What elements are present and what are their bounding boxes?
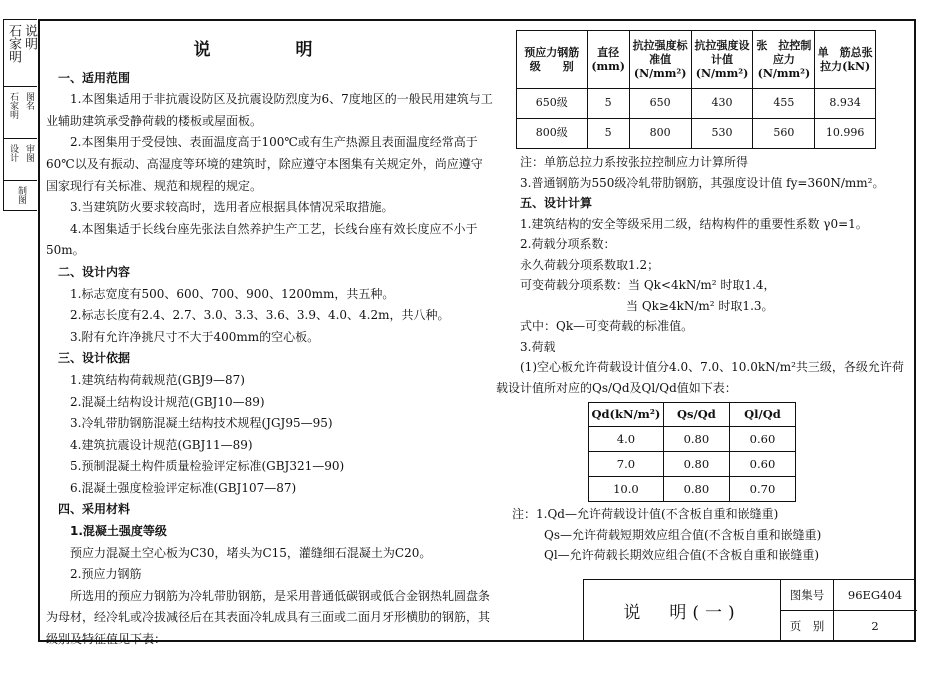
table-cell: 650 xyxy=(629,89,691,119)
table-row xyxy=(517,89,876,119)
signature-strip xyxy=(3,19,37,211)
table-cell: 530 xyxy=(691,119,753,149)
paragraph: 3.当建筑防火要求较高时，选用者应根据具体情况采取措施。 xyxy=(70,200,394,215)
signature-cell: 石家明 xyxy=(8,92,18,119)
paragraph: 1.标志宽度有500、600、700、900、1200mm，共五种。 xyxy=(70,286,395,301)
table-header: 抗拉强度标准值(N/mm²) xyxy=(629,31,691,89)
paragraph: 所选用的预应力钢筋为冷轧带肋钢筋，是采用普通低碳钢或低合金钢热轧圆盘条为母材，经冷轧或冷拔减径后在其表面冷轧成具有三面或二面月牙形横肋的钢筋，其级别及特征值见下表： xyxy=(46,588,491,647)
table-cell: 10.0 xyxy=(589,477,664,502)
paragraph: 式中：Qk—可变荷载的标准值。 xyxy=(520,319,694,333)
page-title: 说 明 xyxy=(193,40,347,60)
paragraph: 2.本图集用于受侵蚀、表面温度高于100℃或有生产热源且表面温度经常高于60℃以及有振动、高湿度等环境的建筑时，除应遵守本图集有关规定外，尚应遵守国家现行有关标准、规范和规程的规定。 xyxy=(46,135,483,193)
paragraph: 1.本图集适用于非抗震设防区及抗震设防烈度为6、7度地区的一般民用建筑与工业辅助建筑承受静荷载的楼板或屋面板。 xyxy=(46,92,493,128)
paragraph: 2.标志长度有2.4、2.7、3.0、3.3、3.6、3.9、4.0、4.2m，共八种。 xyxy=(70,308,450,323)
paragraph: (1)空心板允许荷载设计值分4.0、7.0、10.0kN/m²共三级，各级允许荷载设计值所对应的Qs/Qd及Ql/Qd值如下表： xyxy=(496,360,904,395)
table-note: Qs—允许荷载短期效应组合值(不含板自重和嵌缝重) xyxy=(544,527,822,542)
list-item: 6.混凝土强度检验评定标准(GBJ107—87) xyxy=(70,480,297,495)
table-header: 直径(mm) xyxy=(587,31,629,89)
page-label: 页 别 xyxy=(789,618,825,633)
table-cell: 5 xyxy=(587,119,629,149)
table-header: 张 拉控制应力(N/mm²) xyxy=(753,31,815,89)
signature-cell: 制图 xyxy=(16,186,26,204)
table-cell: 0.80 xyxy=(663,427,729,452)
paragraph: 当 Qk≥4kN/m² 时取1.3。 xyxy=(626,298,774,313)
signature-cell: 石家明 xyxy=(6,24,21,63)
table-cell: 430 xyxy=(691,89,753,119)
signature-cell: 审图 xyxy=(24,144,34,162)
paragraph: 1.建筑结构的安全等级采用二级，结构构件的重要性系数 γ0=1。 xyxy=(520,216,868,231)
table-header: 预应力钢筋级 别 xyxy=(517,31,588,89)
sub-heading: 1.混凝土强度等级 xyxy=(70,524,167,539)
section-heading: 二、设计内容 xyxy=(58,264,131,279)
paragraph: 预应力混凝土空心板为C30，堵头为C15，灌缝细石混凝土为C20。 xyxy=(70,545,432,560)
table-cell: 10.996 xyxy=(815,119,876,149)
paragraph: 3.普通钢筋为550级冷轧带肋钢筋，其强度设计值 fy=360N/mm²。 xyxy=(520,175,885,190)
table-row xyxy=(517,119,876,149)
steel-spec-table xyxy=(516,30,876,149)
table-header: Qd(kN/m²) xyxy=(589,403,664,427)
paragraph: 可变荷载分项系数：当 Qk<4kN/m² 时取1.4， xyxy=(520,278,776,292)
right-column xyxy=(496,30,906,566)
table-row xyxy=(589,452,796,477)
list-item: 3.冷轧带肋钢筋混凝土结构技术规程(JGJ95—95) xyxy=(70,416,333,431)
table-cell: 650级 xyxy=(517,89,588,119)
sheet-name: 说 明(一) xyxy=(623,603,741,623)
sub-heading: 2.预应力钢筋 xyxy=(70,567,142,582)
table-cell: 560 xyxy=(753,119,815,149)
table-header: Qs/Qd xyxy=(663,403,729,427)
list-item: 2.混凝土结构设计规范(GBJ10—89) xyxy=(70,394,265,409)
table-cell: 455 xyxy=(753,89,815,119)
table-cell: 4.0 xyxy=(589,427,664,452)
table-cell: 800 xyxy=(629,119,691,149)
section-heading: 四、采用材料 xyxy=(58,502,131,517)
table-cell: 0.80 xyxy=(663,452,729,477)
paragraph: 3.荷载 xyxy=(520,339,556,354)
paragraph: 2.荷载分项系数： xyxy=(520,237,616,251)
table-header: Ql/Qd xyxy=(729,403,795,427)
load-table xyxy=(588,402,796,502)
atlas-number: 96EG404 xyxy=(847,588,903,602)
table-cell: 0.80 xyxy=(663,477,729,502)
paragraph: 4.本图集适于长线台座先张法自然养护生产工艺，长线台座有效长度应不小于50m。 xyxy=(46,221,478,258)
table-note: Ql—允许荷载长期效应组合值(不含板自重和嵌缝重) xyxy=(544,548,820,562)
section-heading: 五、设计计算 xyxy=(520,196,593,210)
table-cell: 7.0 xyxy=(589,452,664,477)
table-cell: 0.60 xyxy=(729,452,795,477)
table-cell: 5 xyxy=(587,89,629,119)
page-number: 2 xyxy=(871,618,879,633)
table-row xyxy=(589,427,796,452)
title-block-grid xyxy=(780,580,917,641)
paragraph: 永久荷载分项系数取1.2； xyxy=(520,257,660,272)
list-item: 5.预制混凝土构件质量检验评定标准(GBJ321—90) xyxy=(70,459,345,474)
paragraph: 3.附有允许净挑尺寸不大于400mm的空心板。 xyxy=(70,329,320,344)
signature-cell: 图名 xyxy=(24,92,34,110)
table-row xyxy=(589,477,796,502)
table-cell: 0.60 xyxy=(729,427,795,452)
table-cell: 8.934 xyxy=(815,89,876,119)
atlas-number-label: 图集号 xyxy=(789,588,825,602)
title-block xyxy=(583,579,916,642)
table-note: 注：单筋总拉力系按张拉控制应力计算所得 xyxy=(520,155,749,169)
table-cell: 0.70 xyxy=(729,477,795,502)
list-item: 4.建筑抗震设计规范(GBJ11—89) xyxy=(70,437,253,452)
table-cell: 800级 xyxy=(517,119,588,149)
table-note: 注：1.Qd—允许荷载设计值(不含板自重和嵌缝重) xyxy=(512,507,779,521)
left-column xyxy=(46,40,494,651)
table-header: 抗拉强度设计值(N/mm²) xyxy=(691,31,753,89)
signature-cell: 设计 xyxy=(8,144,18,162)
signature-cell: 说明 xyxy=(22,24,37,50)
section-heading: 三、设计依据 xyxy=(58,351,131,366)
table-header: 单 筋总张拉力(kN) xyxy=(815,31,876,89)
section-heading: 一、适用范围 xyxy=(58,70,131,85)
list-item: 1.建筑结构荷载规范(GBJ9—87) xyxy=(70,372,245,387)
